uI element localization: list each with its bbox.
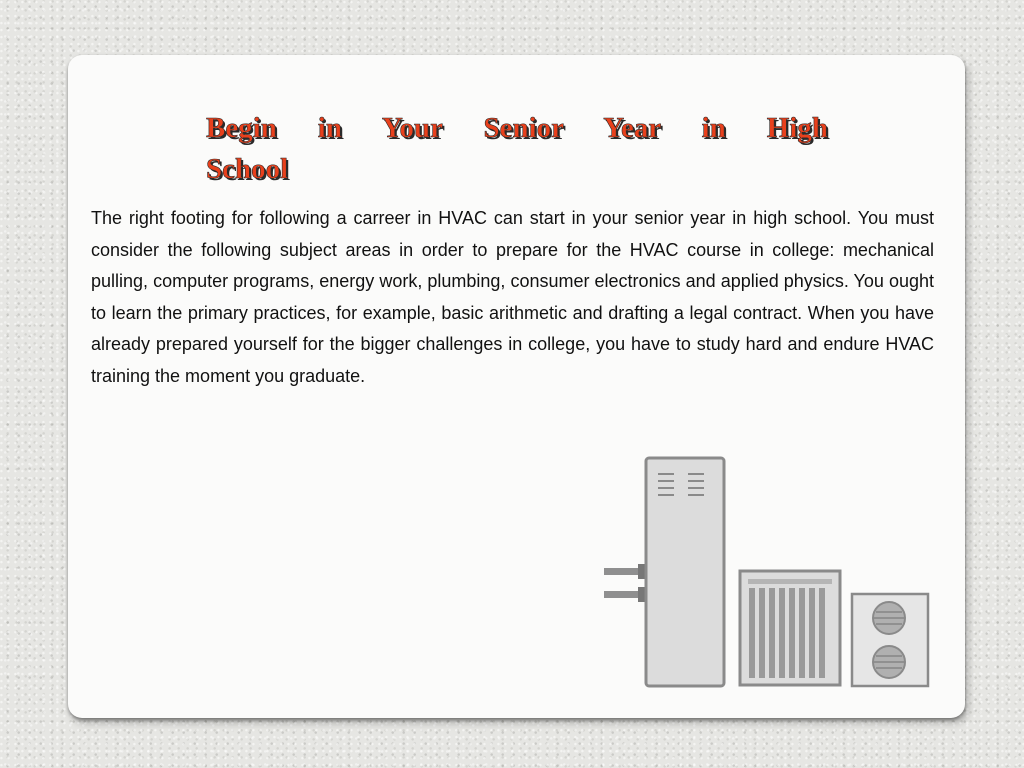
fan-unit-icon	[852, 594, 928, 686]
condenser-unit-icon	[740, 571, 840, 685]
pipes-icon	[604, 564, 646, 602]
indoor-unit-icon	[646, 458, 724, 686]
hvac-illustration	[598, 450, 934, 695]
slide-title-line-1: Begin in Your Senior Year in High	[206, 112, 828, 144]
slide-title	[206, 108, 828, 190]
slide-title-line-2: School	[206, 153, 289, 185]
slide-body-text: The right footing for following a carreer in HVAC can start in your senior year in high school. You must consider the following subject areas in order to prepare for the HVAC course in college: mechanical pulling, computer programs, energy work, plumbing, consumer electronics and applied physics. You ought to learn the primary practices, for example, basic arithmetic and drafting a legal contract. When you have already prepared yourself for the bigger challenges in college, you have to study hard and endure HVAC training the moment you graduate.	[91, 208, 934, 386]
